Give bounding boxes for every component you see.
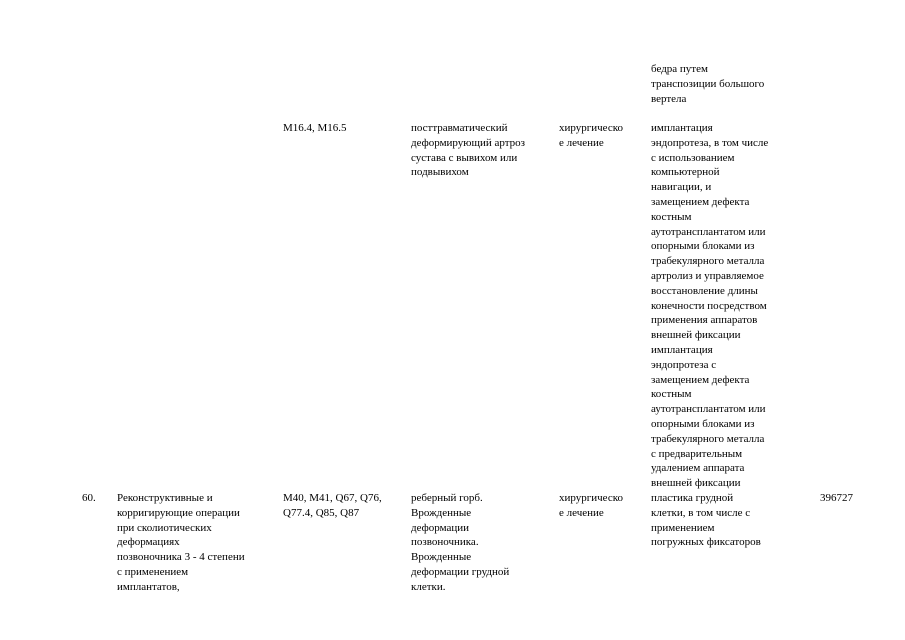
row-codes: M16.4, M16.5	[283, 122, 347, 134]
row-number: 60.	[82, 492, 96, 504]
row-treatment-method: пластика грудной клетки, в том числе с применением погружных фиксаторов	[651, 492, 761, 549]
row-cost: 396727	[820, 492, 853, 504]
row-codes: M40, M41, Q67, Q76, Q77.4, Q85, Q87	[283, 492, 382, 519]
row-treatment-method: имплантация эндопротеза, в том числе с использованием компьютерной навигации, и замещением дефекта костным аутотрансплантатом или опорными блоками из трабекулярного металла артролиз и управляемое восстановление длины конечности посредством применения аппаратов внешней фиксации имплантация эндопротеза с замещением дефекта костным аутотрансплантатом или опорными блоками из трабекулярного металла с предварительным удалением аппарата внешней фиксации	[651, 122, 769, 490]
row-care-type-name: Реконструктивные и корригирующие операции при сколиотических деформациях позвоночника 3 - 4 степени с применением имплантатов,	[117, 492, 245, 593]
row-patient-model: реберный горб. Врожденные деформации позвоночника. Врожденные деформации грудной клетки.	[411, 492, 510, 593]
row-treatment-type: хирургическо е лечение	[559, 492, 623, 519]
row-patient-model: посттравматический деформирующий артроз сустава с вывихом или подвывихом	[411, 122, 526, 179]
row-treatment-type: хирургическо е лечение	[559, 122, 623, 149]
row-continuation-method: бедра путем транспозиции большого вертела	[651, 63, 765, 105]
